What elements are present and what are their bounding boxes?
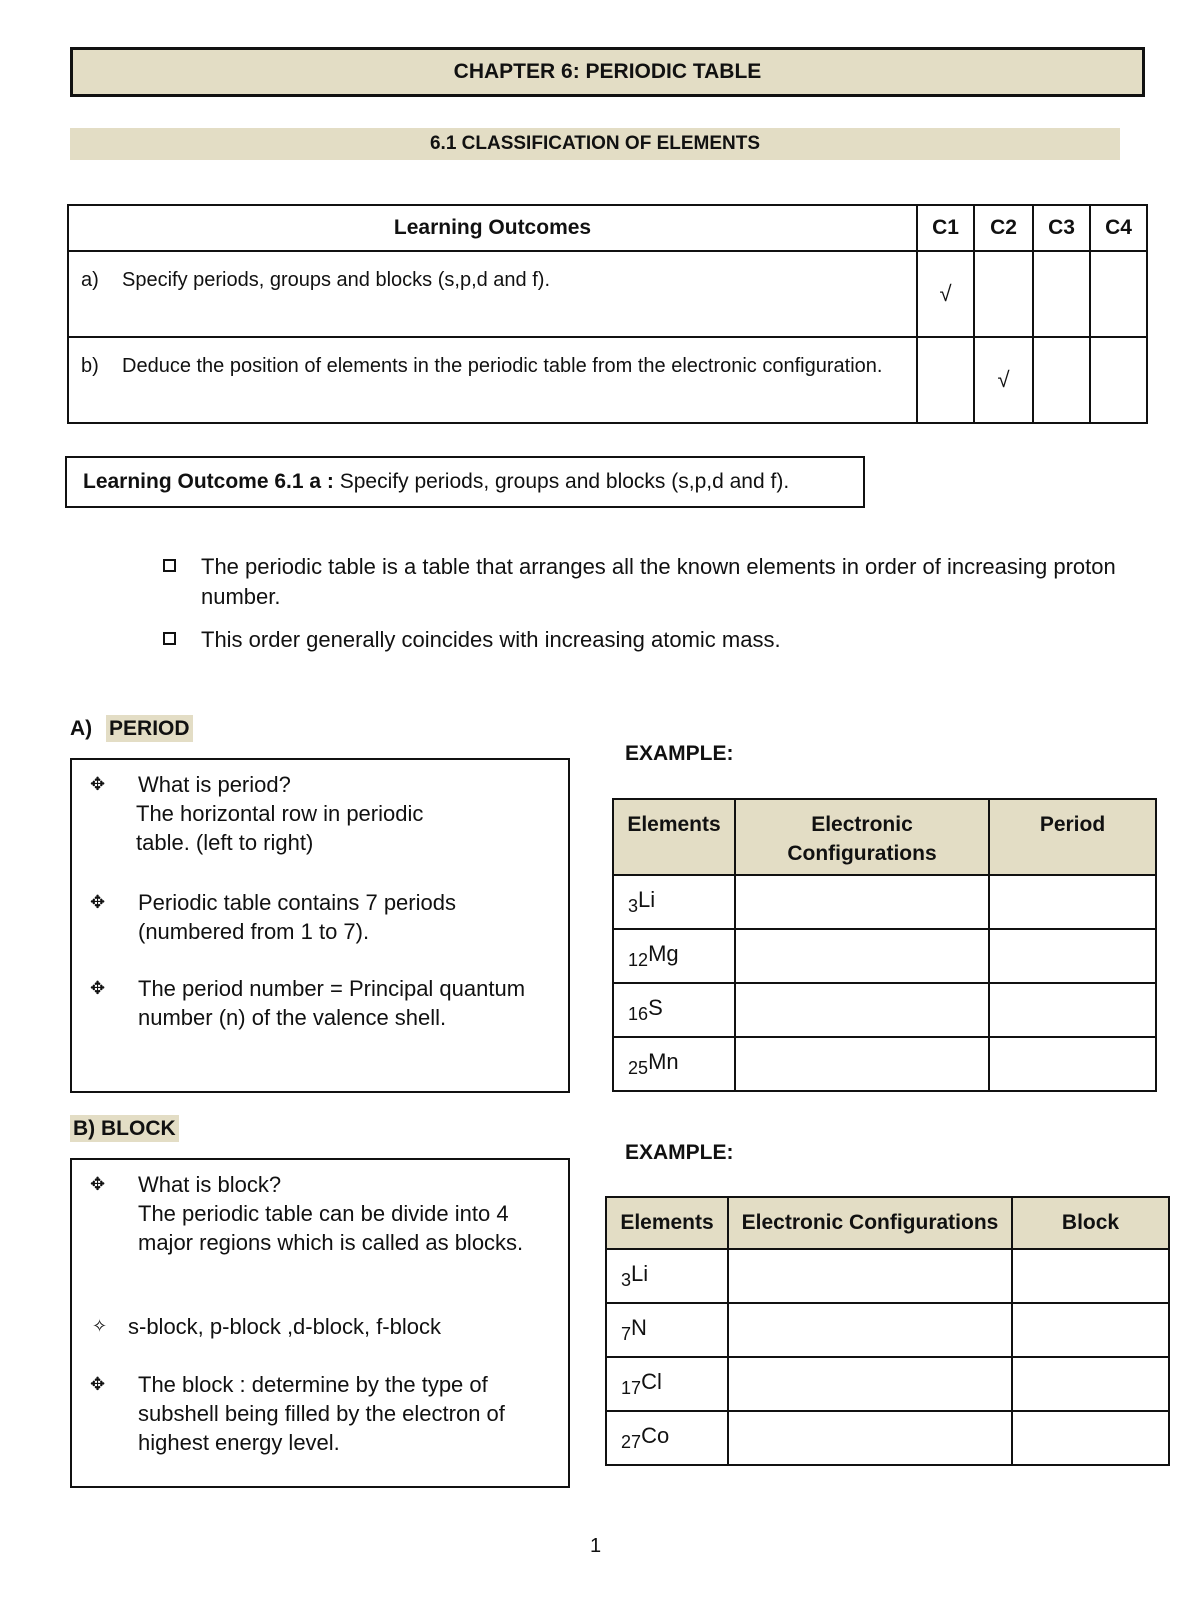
block-cell: [1012, 1357, 1169, 1411]
column-header-configurations: Electronic Configurations: [728, 1197, 1012, 1249]
column-header-period: Period: [989, 799, 1156, 875]
block-cell: [1012, 1411, 1169, 1465]
atomic-number: 27: [621, 1432, 642, 1452]
table-header-row: [606, 1197, 1169, 1249]
diamond-bullet-icon: ✥: [90, 1174, 106, 1194]
element-cell: [613, 983, 735, 1037]
outcome-letter: b): [81, 355, 99, 377]
diamond-bullet-icon: ✥: [90, 978, 106, 998]
atomic-number: 16: [628, 1004, 649, 1024]
checkbox-bullet-icon: [163, 625, 176, 655]
callout-text: Specify periods, groups and blocks (s,p,d and f).: [339, 470, 790, 493]
element-cell: [606, 1249, 728, 1303]
configuration-cell: [728, 1357, 1012, 1411]
period-answer: The horizontal row in periodic table. (left to right): [136, 801, 424, 855]
period-example-label: EXAMPLE:: [625, 742, 734, 765]
intro-bullet: [163, 625, 1163, 655]
block-example-table: [605, 1196, 1170, 1466]
outcome-letter: a): [81, 269, 99, 291]
element-cell: [606, 1357, 728, 1411]
period-question: What is period?: [138, 772, 291, 797]
element-symbol: Li: [631, 1261, 649, 1286]
table-row: [606, 1249, 1169, 1303]
outcome-b: [68, 337, 917, 423]
element-cell: [606, 1303, 728, 1357]
table-row: [606, 1303, 1169, 1357]
period-item-text: [138, 770, 558, 857]
column-header-elements: Elements: [606, 1197, 728, 1249]
element-symbol: Co: [641, 1423, 670, 1448]
empty-cell: [1090, 251, 1147, 337]
element-symbol: S: [648, 995, 663, 1020]
configuration-cell: [728, 1411, 1012, 1465]
period-cell: [989, 983, 1156, 1037]
callout-label: Learning Outcome 6.1 a :: [83, 470, 334, 493]
column-header-block: Block: [1012, 1197, 1169, 1249]
empty-cell: [917, 337, 974, 423]
block-heading: [70, 1117, 179, 1141]
block-item-text: The block : determine by the type of subshell being filled by the electron of highest energy level.: [138, 1372, 505, 1455]
period-cell: [989, 875, 1156, 929]
atomic-number: 3: [621, 1270, 632, 1290]
element-symbol: Mn: [648, 1049, 679, 1074]
checkbox-bullet-icon: [163, 552, 176, 582]
table-row: [606, 1411, 1169, 1465]
atomic-number: 7: [621, 1324, 632, 1344]
code-header-c2: C2: [974, 205, 1033, 251]
diamond-bullet-icon: ✧: [92, 1316, 108, 1336]
atomic-number: 17: [621, 1378, 642, 1398]
table-row: [68, 251, 1147, 337]
period-heading-prefix: A): [70, 717, 93, 740]
table-row: [613, 1037, 1156, 1091]
table-header-row: [68, 205, 1147, 251]
table-row: [606, 1357, 1169, 1411]
configuration-cell: [735, 1037, 989, 1091]
diamond-bullet-icon: ✥: [90, 892, 106, 912]
empty-cell: [1090, 337, 1147, 423]
block-answer: The periodic table can be divide into 4 major regions which is called as blocks.: [138, 1201, 524, 1255]
block-heading-title: B) BLOCK: [70, 1115, 179, 1142]
table-row: [68, 337, 1147, 423]
period-example-table: [612, 798, 1157, 1092]
atomic-number: 12: [628, 950, 649, 970]
period-cell: [989, 929, 1156, 983]
element-symbol: Cl: [641, 1369, 662, 1394]
intro-bullet: [163, 552, 1163, 612]
block-info-box: [70, 1158, 570, 1488]
configuration-cell: [735, 929, 989, 983]
empty-cell: [974, 251, 1033, 337]
code-header-c1: C1: [917, 205, 974, 251]
block-item-text: [138, 1170, 558, 1257]
column-header-elements: Elements: [613, 799, 735, 875]
block-cell: [1012, 1249, 1169, 1303]
block-item-text: s-block, p-block ,d-block, f-block: [128, 1314, 441, 1339]
code-header-c3: C3: [1033, 205, 1090, 251]
empty-cell: [1033, 251, 1090, 337]
outcome-a: [68, 251, 917, 337]
diamond-bullet-icon: ✥: [90, 774, 106, 794]
element-cell: [613, 929, 735, 983]
element-cell: [613, 875, 735, 929]
intro-bullet-text: The periodic table is a table that arranges all the known elements in order of increasing proton number.: [201, 554, 1116, 609]
empty-cell: [1033, 337, 1090, 423]
period-heading-title: PERIOD: [106, 715, 193, 742]
diamond-bullet-icon: ✥: [90, 1374, 106, 1394]
table-row: [613, 983, 1156, 1037]
block-cell: [1012, 1303, 1169, 1357]
configuration-cell: [728, 1249, 1012, 1303]
section-title: 6.1 CLASSIFICATION OF ELEMENTS: [70, 128, 1120, 160]
element-symbol: Mg: [648, 941, 679, 966]
check-mark: √: [974, 337, 1033, 423]
configuration-cell: [728, 1303, 1012, 1357]
period-item-text: The period number = Principal quantum number (n) of the valence shell.: [138, 976, 526, 1030]
table-row: [613, 875, 1156, 929]
chapter-title: CHAPTER 6: PERIODIC TABLE: [70, 47, 1145, 97]
column-header-configurations: Electronic Configurations: [735, 799, 989, 875]
outcome-text: Deduce the position of elements in the periodic table from the electronic configuration.: [122, 355, 883, 377]
page-number: 1: [590, 1535, 602, 1557]
code-header-c4: C4: [1090, 205, 1147, 251]
atomic-number: 3: [628, 896, 639, 916]
learning-outcomes-table: [67, 204, 1148, 424]
table-row: [613, 929, 1156, 983]
element-symbol: Li: [638, 887, 656, 912]
element-cell: [606, 1411, 728, 1465]
element-cell: [613, 1037, 735, 1091]
configuration-cell: [735, 983, 989, 1037]
learning-outcomes-header: Learning Outcomes: [68, 205, 917, 251]
period-info-box: [70, 758, 570, 1093]
period-item-text: Periodic table contains 7 periods (numbered from 1 to 7).: [138, 890, 456, 944]
table-header-row: [613, 799, 1156, 875]
atomic-number: 25: [628, 1058, 649, 1078]
outcome-text: Specify periods, groups and blocks (s,p,d and f).: [122, 269, 551, 291]
check-mark: √: [917, 251, 974, 337]
period-cell: [989, 1037, 1156, 1091]
block-question: What is block?: [138, 1172, 282, 1197]
intro-bullet-text: This order generally coincides with increasing atomic mass.: [201, 627, 781, 652]
block-example-label: EXAMPLE:: [625, 1141, 734, 1164]
element-symbol: N: [631, 1315, 647, 1340]
period-heading: [70, 717, 193, 741]
configuration-cell: [735, 875, 989, 929]
learning-outcome-callout: [65, 456, 865, 508]
